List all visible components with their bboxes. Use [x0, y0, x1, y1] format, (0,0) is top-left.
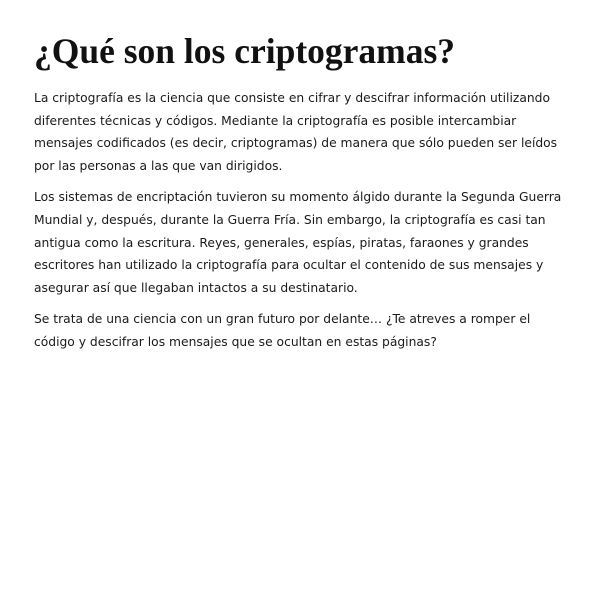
- article: [34, 30, 574, 363]
- paragraph-intro: La criptografía es la ciencia que consiste en cifrar y descifrar información utilizando diferentes técnicas y códigos. Mediante la criptografía es posible intercambiar mensajes codificados (es decir, criptogramas) de manera que sólo pueden ser leídos por las personas a las que van dirigidos.: [34, 91, 558, 173]
- page-title: ¿Qué son los criptogramas?: [34, 31, 456, 71]
- paragraph-history: Los sistemas de encriptación tuvieron su momento álgido durante la Segunda Guerra Mundial y, después, durante la Guerra Fría. Sin embargo, la criptografía es casi tan antigua como la escritura. Reyes, generales, espías, piratas, faraones y grandes escritores han utilizado la criptografía para ocultar el contenido de sus mensajes y asegurar así que llegaban intactos a su destinatario.: [34, 190, 562, 295]
- paragraph-challenge: Se trata de una ciencia con un gran futuro por delante… ¿Te atreves a romper el código y descifrar los mensajes que se ocultan en estas páginas?: [34, 312, 531, 349]
